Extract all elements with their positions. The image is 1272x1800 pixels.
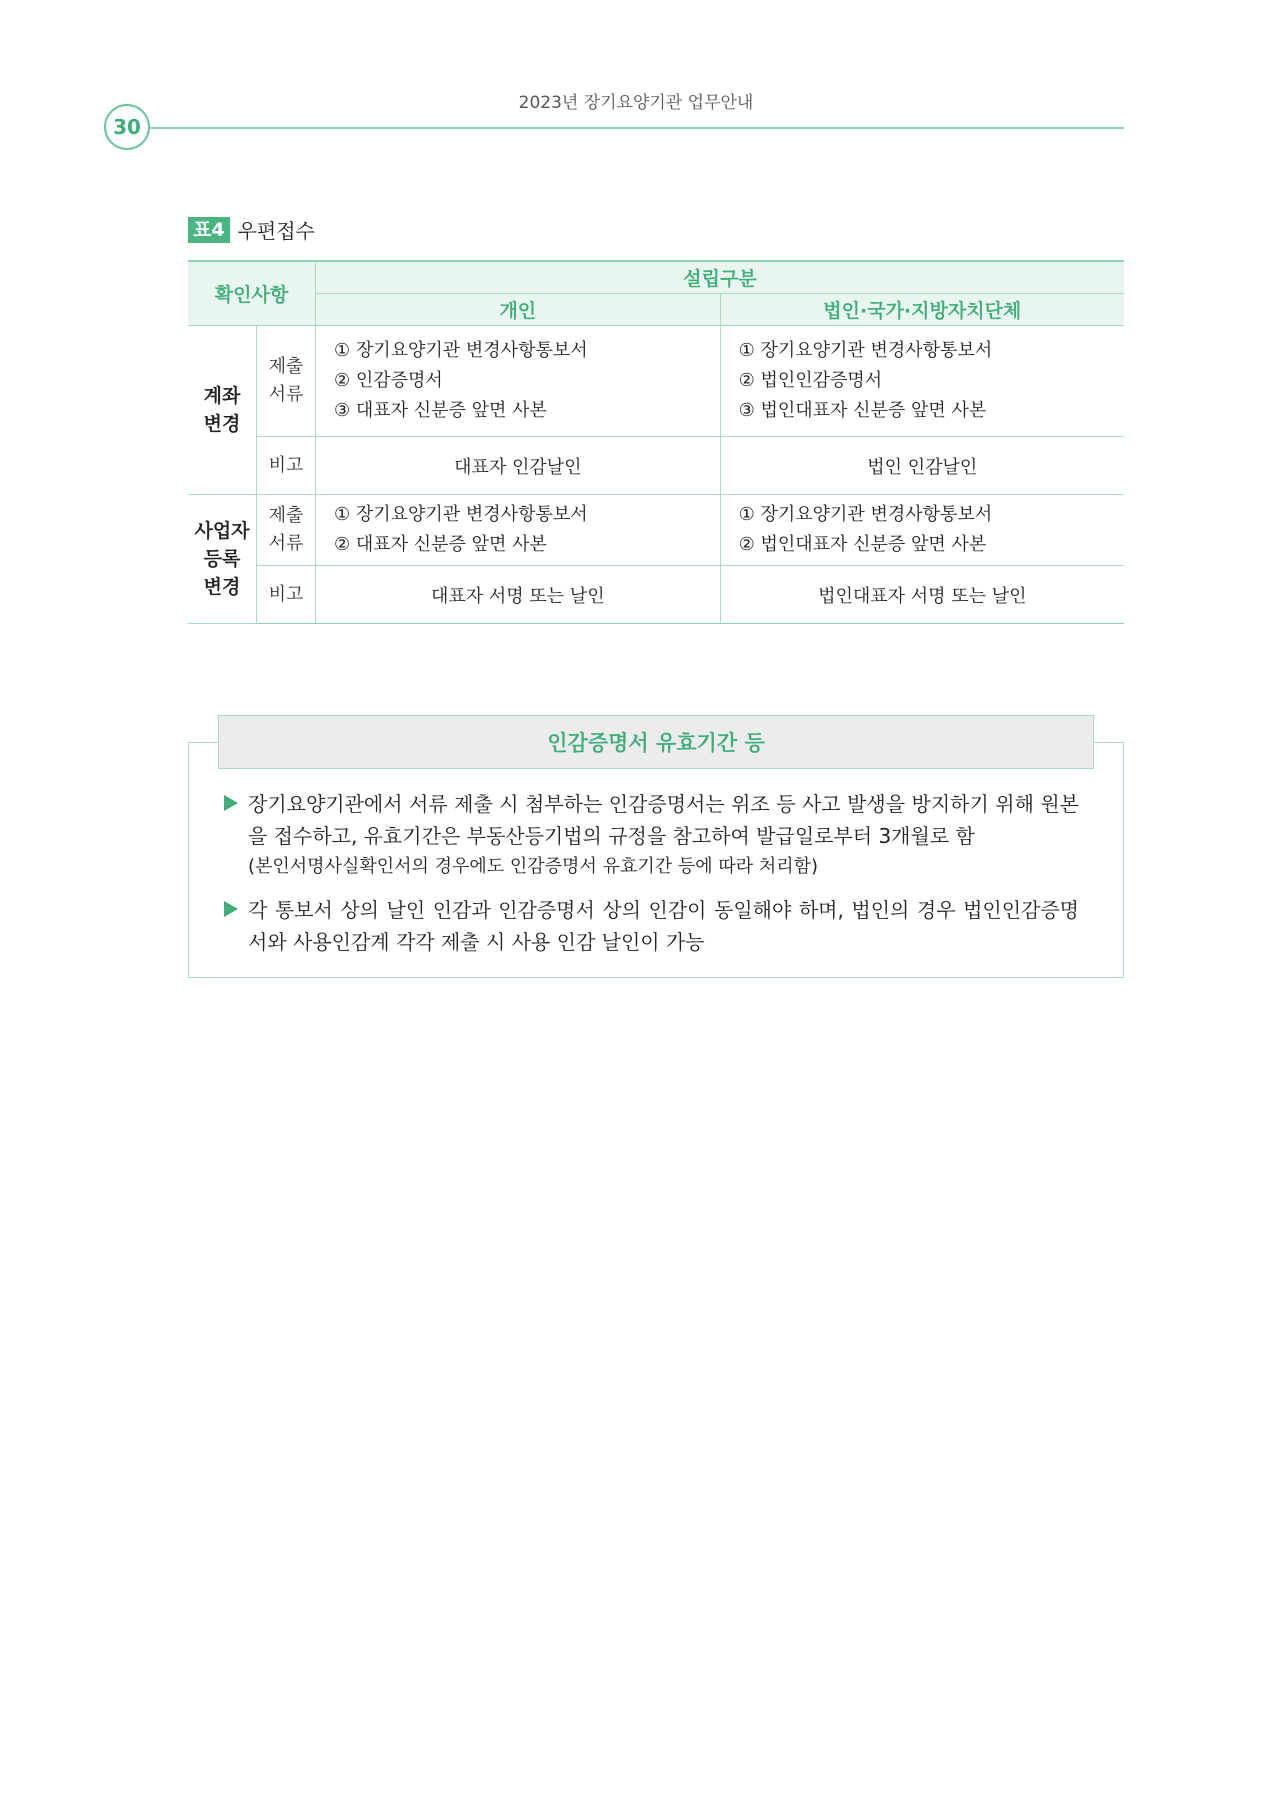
note-label: 비고 [257,437,316,495]
table-row [188,437,1124,495]
docs-label: 제출 서류 [257,495,316,566]
corporate-docs: ① 장기요양기관 변경사항통보서 ② 법인대표자 신분증 앞면 사본 [720,495,1124,566]
info-box-content [224,788,1079,970]
info-box-title: 인감증명서 유효기간 등 [218,715,1094,769]
corporate-note: 법인대표자 서명 또는 날인 [720,566,1124,624]
corporate-note: 법인 인감날인 [720,437,1124,495]
category-account-change: 계좌 변경 [188,326,257,495]
note-label: 비고 [257,566,316,624]
table-caption [188,215,315,244]
postal-submission-table [188,260,1124,624]
header-individual: 개인 [316,294,721,326]
page-number: 30 [104,104,150,150]
running-header: 2023년 장기요양기관 업무안내 [518,93,754,113]
header-corporate: 법인·국가·지방자치단체 [720,294,1124,326]
list-item: 각 통보서 상의 날인 인감과 인감증명서 상의 인감이 동일해야 하며, 법인의 경우 법인인감증명서와 사용인감계 각각 제출 시 사용 인감 날인이 가능 [224,894,1079,958]
category-business-change: 사업자 등록 변경 [188,495,257,624]
triangle-bullet-icon [224,795,238,811]
header-check-items: 확인사항 [188,261,316,326]
individual-docs: ① 장기요양기관 변경사항통보서 ② 대표자 신분증 앞면 사본 [316,495,721,566]
table-row [188,326,1124,437]
docs-label: 제출 서류 [257,326,316,437]
corporate-docs: ① 장기요양기관 변경사항통보서 ② 법인인감증명서 ③ 법인대표자 신분증 앞면 사본 [720,326,1124,437]
header-divider [150,127,1124,129]
table-row [188,566,1124,624]
header-establishment: 설립구분 [316,261,1125,294]
individual-docs: ① 장기요양기관 변경사항통보서 ② 인감증명서 ③ 대표자 신분증 앞면 사본 [316,326,721,437]
triangle-bullet-icon [224,901,238,917]
table-caption-text: 우편접수 [237,219,315,243]
table-row [188,495,1124,566]
table-badge: 표4 [188,217,230,243]
list-item: 장기요양기관에서 서류 제출 시 첨부하는 인감증명서는 위조 등 사고 발생을 방지하기 위해 원본을 접수하고, 유효기간은 부동산등기법의 규정을 참고하여 발급일로부터 3개월로 함 (본인서명사실확인서의 경우에도 인감증명서 유효기간 등에 따라 처리함) [224,788,1079,882]
individual-note: 대표자 인감날인 [316,437,721,495]
individual-note: 대표자 서명 또는 날인 [316,566,721,624]
